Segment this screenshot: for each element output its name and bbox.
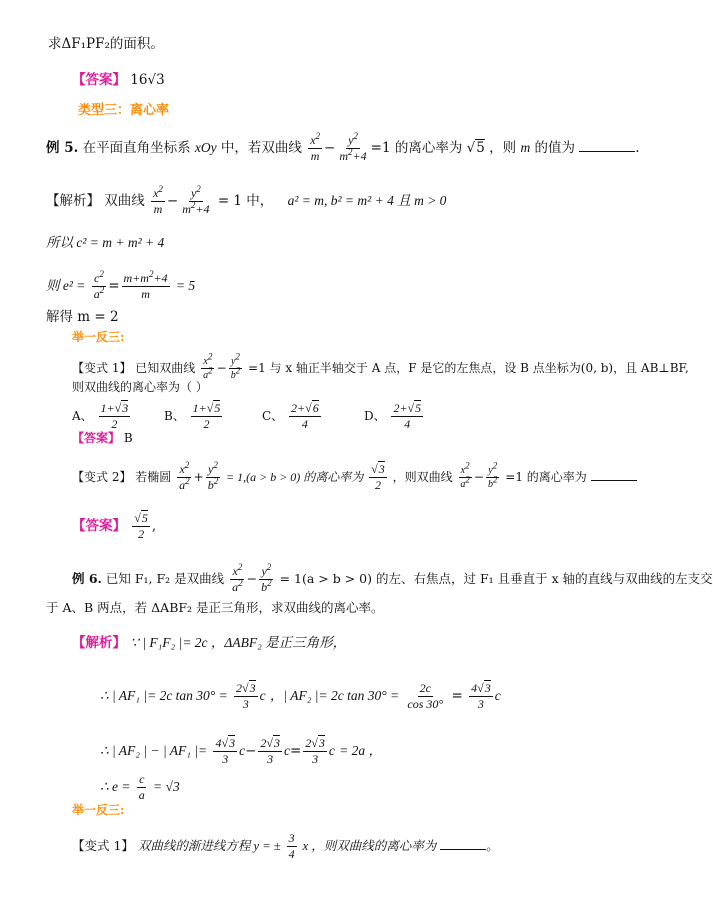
variant-3 xyxy=(72,832,499,861)
answer-1 xyxy=(72,74,165,88)
fraction: $\frac{1+√3}{2}$ xyxy=(100,401,129,432)
fraction: $\frac{2√3}{3}$ xyxy=(305,736,325,767)
analysis-text: 则 e² = xyxy=(46,278,86,294)
example-text: 已知 F₁, F₂ 是双曲线 xyxy=(105,571,225,587)
analysis-tag: 【解析】 xyxy=(46,193,100,210)
fraction: $\frac{2√3}{3}$ xyxy=(236,681,256,712)
analysis-text: = √3 xyxy=(153,779,180,795)
option-b[interactable] xyxy=(164,402,224,431)
variant-text: =1 与 x 轴正半轴交于 A 点，F 是它的左焦点，设 B 点坐标为(0, b)，且 AB⊥BF, xyxy=(248,361,689,375)
variant-tag: 【变式 1】 xyxy=(72,361,132,375)
fraction: $\frac{y^2}{b^2}$ xyxy=(230,351,241,381)
fraction: $\frac{2+√6}{4}$ xyxy=(291,401,319,432)
example-text: 的值为 xyxy=(534,140,575,157)
answer-2 xyxy=(72,432,133,444)
problem-line: 求ΔF₁PF₂的面积。 xyxy=(48,36,164,52)
analysis-line-1: 【解析】 双曲线 $\frac{x^2}{m}$ − $\frac{y^2}{m^2+4}$ = 1 中， a² = m, b² = m² + 4 且 m > 0 xyxy=(46,184,447,217)
variant-text: = 1,(a > b > 0) 的离心率为 xyxy=(226,470,364,485)
fraction: $\frac{√5}{2}$ xyxy=(134,511,148,542)
fraction: $\frac{√3}{2}$ xyxy=(371,462,385,493)
variant-text: 。 xyxy=(486,838,499,854)
example-text: 的离心率为 xyxy=(394,140,463,157)
option-a[interactable] xyxy=(72,402,132,431)
option-label: D、 xyxy=(364,409,386,424)
analysis-text: = 2a ， xyxy=(339,743,383,759)
example-6-line-2: 于 A、B 两点，若 ΔABF₂ 是正三角形，求双曲线的离心率。 xyxy=(46,600,384,615)
fraction: $\frac{1+√5}{2}$ xyxy=(192,401,221,432)
option-label: C、 xyxy=(262,409,284,424)
analysis-text: ∴ | AF₂ | − | AF₁ |= xyxy=(100,743,208,759)
example-label: 例 5. xyxy=(46,140,79,157)
variant-text: ，则双曲线 xyxy=(392,470,453,485)
answer-blank xyxy=(591,468,637,481)
analysis-line-2: 所以 c² = m + m² + 4 xyxy=(46,235,165,250)
analysis-6-line-3: ∴ | AF₂ | − | AF₁ |= $\frac{4√3}{3}$ c− $\frac{2√3}{3}$ c= $\frac{2√3}{3}$ c = 2a ， xyxy=(100,736,383,767)
answer-tag: 【答案】 xyxy=(72,72,126,88)
fraction: $\frac{3}{4}$ xyxy=(288,831,295,862)
variant-text: x ，则双曲线的离心率为 xyxy=(302,839,437,854)
example-label: 例 6. xyxy=(72,571,102,587)
analysis-text: ∴ e = xyxy=(100,779,131,795)
analysis-text: ∵ | F₁F₂ |= 2c ，ΔABF₂ 是正三角形， xyxy=(130,635,347,650)
option-label: A、 xyxy=(72,409,93,424)
fraction: $\frac{x^2}{a^2}$ xyxy=(203,351,213,381)
answer-value: 16√3 xyxy=(130,72,165,88)
analysis-tag: 【解析】 xyxy=(72,635,126,651)
option-c[interactable] xyxy=(262,402,323,431)
analysis-line-3: 则 e² = $\frac{c^2}{a^2}$ = $\frac{m+m^2+4}{m}$ = 5 xyxy=(46,269,196,302)
practice-heading: 举一反三: xyxy=(72,330,125,344)
analysis-text: ，| AF₂ |= 2c tan 30° = xyxy=(269,688,400,704)
analysis-6-line-1 xyxy=(72,636,346,651)
fraction: $\frac{x^2}{a^2}$ xyxy=(179,460,190,493)
analysis-6-line-2: ∴ | AF₁ |= 2c tan 30° = $\frac{2√3}{3}$ c ，| AF₂ |= 2c tan 30° = $\frac{2c}{\cos 30^\circ}$ = $\frac{4√3}{3}$ c xyxy=(100,681,501,712)
variant-text: 已知双曲线 xyxy=(135,361,196,375)
option-label: B、 xyxy=(164,409,185,424)
fraction: $\frac{y^2}{b^2}$ xyxy=(207,460,219,493)
fraction: $\frac{y^2}{b^2}$ xyxy=(261,562,272,595)
variant-1-line-2: 则双曲线的离心率为（ ） xyxy=(72,380,208,394)
variant-2: 【变式 2】 若椭圆 $\frac{x^2}{a^2}$ + $\frac{y^2}{b^2}$ = 1,(a > b > 0) 的离心率为 $\frac{√3}{2}$ ，则双曲线 $\frac{x^2}{a^2}$ − $\frac{y^2}{b^2}$ =1 的离心率为 xyxy=(72,463,637,492)
fraction: $\frac{2+√5}{4}$ xyxy=(393,401,422,432)
fraction: $\frac{c}{a}$ xyxy=(138,772,145,803)
variant-tag: 【变式 2】 xyxy=(72,470,132,485)
fraction: $\frac{y^2}{b^2}$ xyxy=(487,460,498,491)
fraction: $\frac{2c}{\cos 30^\circ}$ xyxy=(407,681,444,712)
answer-tag: 【答案】 xyxy=(72,431,121,445)
example-5: 例 5. 在平面直角坐标系 xOy 中，若双曲线 $\frac{x^2}{m}$ − $\frac{y^2}{m^2+4}$ =1 的离心率为 √5 ，则 m 的值为 . xyxy=(46,131,640,164)
answer-3: 【答案】 $\frac{√5}{2}$ , xyxy=(72,511,157,542)
analysis-text: = xyxy=(451,688,463,705)
analysis-line-4: 解得 m = 2 xyxy=(46,309,119,325)
example-text: ，则 xyxy=(489,140,517,157)
variant-tag: 【变式 1】 xyxy=(72,838,134,854)
analysis-text: ∴ | AF₁ |= 2c tan 30° = xyxy=(100,688,228,704)
answer-value: B xyxy=(123,431,133,445)
analysis-text: = 5 xyxy=(175,278,196,294)
fraction: $\frac{x^2}{m}$ xyxy=(310,131,321,164)
fraction: $\frac{m+m^2+4}{m}$ xyxy=(123,269,168,302)
analysis-text: a² = m, b² = m² + 4 且 m > 0 xyxy=(287,193,447,209)
fraction: $\frac{x^2}{a^2}$ xyxy=(232,562,243,595)
variant-text: 若椭圆 xyxy=(135,470,172,485)
variant-text: 双曲线的渐进线方程 y = ± xyxy=(137,839,281,854)
analysis-text: 双曲线 xyxy=(104,193,145,210)
example-text: 中，若双曲线 xyxy=(220,140,302,157)
fraction: $\frac{2√3}{3}$ xyxy=(260,736,280,767)
answer-tag: 【答案】 xyxy=(72,518,126,535)
fraction: $\frac{y^2}{m^2+4}$ xyxy=(339,131,367,164)
analysis-text: = 1 中， xyxy=(217,193,274,210)
variant-1: 【变式 1】 已知双曲线 $\frac{x^2}{a^2}$ − $\frac{y^2}{b^2}$ =1 与 x 轴正半轴交于 A 点，F 是它的左焦点，设 B 点坐标为(0, b)，且 AB⊥BF, xyxy=(72,351,689,381)
fraction: $\frac{4√3}{3}$ xyxy=(215,736,236,767)
answer-blank xyxy=(579,139,635,152)
fraction: $\frac{x^2}{a^2}$ xyxy=(460,460,470,491)
example-6: 例 6. 已知 F₁, F₂ 是双曲线 $\frac{x^2}{a^2}$ − $\frac{y^2}{b^2}$ = 1(a > b > 0) 的左、右焦点，过 F₁ 且垂直于 x 轴的直线与双曲线的左支交 xyxy=(72,562,713,595)
fraction: $\frac{y^2}{m^2+4}$ xyxy=(182,184,210,217)
answer-blank xyxy=(440,837,486,850)
practice-heading: 举一反三: xyxy=(72,803,125,817)
analysis-6-line-4 xyxy=(100,773,180,802)
option-d[interactable] xyxy=(364,402,425,431)
example-text: = 1(a > b > 0) 的左、右焦点，过 F₁ 且垂直于 x 轴的直线与双曲线的左支交 xyxy=(279,571,713,587)
fraction: $\frac{x^2}{m}$ xyxy=(153,184,163,217)
variant-text: =1 的离心率为 xyxy=(505,470,587,485)
example-text: m xyxy=(520,140,531,156)
section-heading: 类型三：离心率 xyxy=(78,103,170,118)
fraction: $\frac{c^2}{a^2}$ xyxy=(93,269,105,302)
example-text: xOy xyxy=(194,140,217,156)
example-text: 在平面直角坐标系 xyxy=(82,140,191,157)
fraction: $\frac{4√3}{3}$ xyxy=(471,681,491,712)
